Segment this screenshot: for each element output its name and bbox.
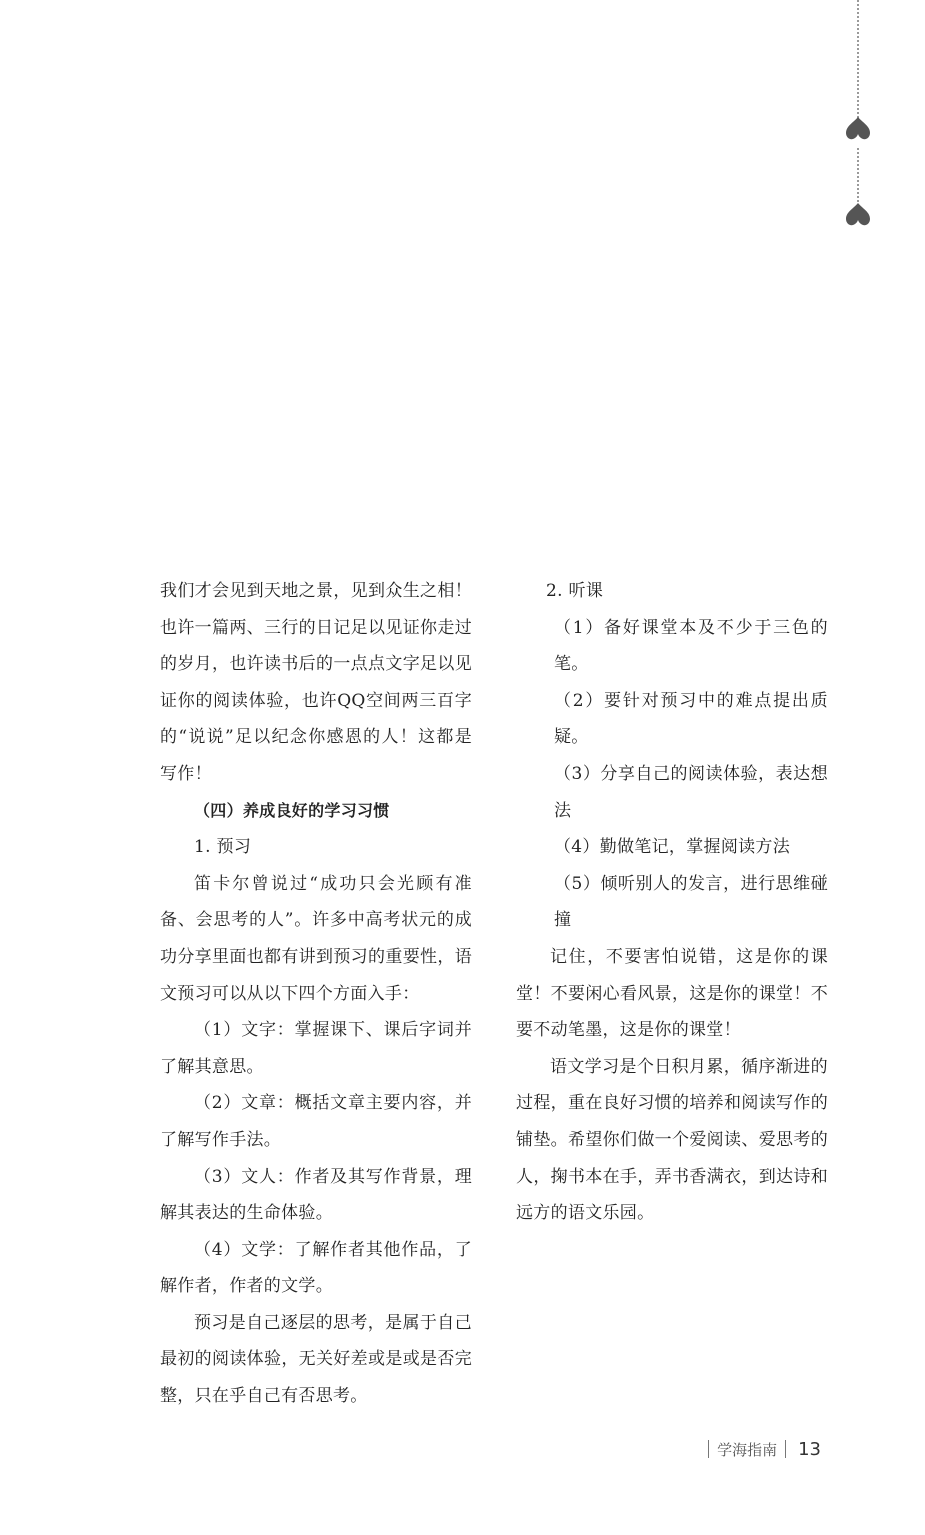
list-item: （1）文字：掌握课下、课后字词并了解其意思。 <box>160 1020 472 1077</box>
list-item: （4）文学：了解作者其他作品，了解作者，作者的文学。 <box>160 1239 472 1297</box>
list-item: （3）分享自己的阅读体验，表达想法 <box>554 763 828 821</box>
paragraph: 笛卡尔曾说过“成功只会光顾有准备、会思考的人”。许多中高考状元的成功分享里面也都有讲到预习的重要性，语文预习可以从以下四个方面入手： <box>160 873 472 1004</box>
list-item: （2）文章：概括文章主要内容，并了解写作手法。 <box>160 1093 472 1150</box>
dotted-divider-line <box>857 0 859 118</box>
list-item: （2）要针对预习中的难点提出质疑。 <box>554 690 828 748</box>
list-item: （4）勤做笔记，掌握阅读方法 <box>554 837 791 858</box>
footer-brand: 学海指南 <box>717 1440 778 1459</box>
paragraph: 语文学习是个日积月累，循序渐进的过程，重在良好习惯的培养和阅读写作的铺垫。希望你们做一个爱阅读、爱思考的人，掬书本在手，弄书香满衣，到达诗和远方的语文乐园。 <box>516 1056 828 1224</box>
subheading: 2. 听课 <box>546 581 604 601</box>
section-heading: （四）养成良好的学习习惯 <box>194 800 390 820</box>
paragraph: 记住，不要害怕说错，这是你的课堂！不要闲心看风景，这是你的课堂！不要不动笔墨，这是你的课堂！ <box>516 946 828 1041</box>
page-number: 13 <box>798 1438 821 1460</box>
subheading: 1. 预习 <box>194 837 252 858</box>
page-footer <box>708 1436 821 1462</box>
list-item: （1）备好课堂本及不少于三色的笔。 <box>554 617 828 675</box>
list-item: （3）文人：作者及其写作背景，理解其表达的生命体验。 <box>160 1166 472 1224</box>
heart-icon <box>843 114 873 144</box>
paragraph: 我们才会见到天地之景，见到众生之相！也许一篇两、三行的日记足以见证你走过的岁月，也许读书后的一点点文字足以见证你的阅读体验，也许QQ空间两三百字的“说说”足以纪念你感恩的人！这都是写作！ <box>160 581 472 784</box>
heart-icon <box>843 200 873 230</box>
paragraph: 预习是自己逐层的思考，是属于自己最初的阅读体验，无关好差或是或是否完整，只在乎自己有否思考。 <box>160 1312 472 1407</box>
list-item: （5）倾听别人的发言，进行思维碰撞 <box>554 873 828 931</box>
right-column <box>516 573 828 1232</box>
dotted-divider-line <box>857 148 859 206</box>
left-column <box>160 573 472 1415</box>
